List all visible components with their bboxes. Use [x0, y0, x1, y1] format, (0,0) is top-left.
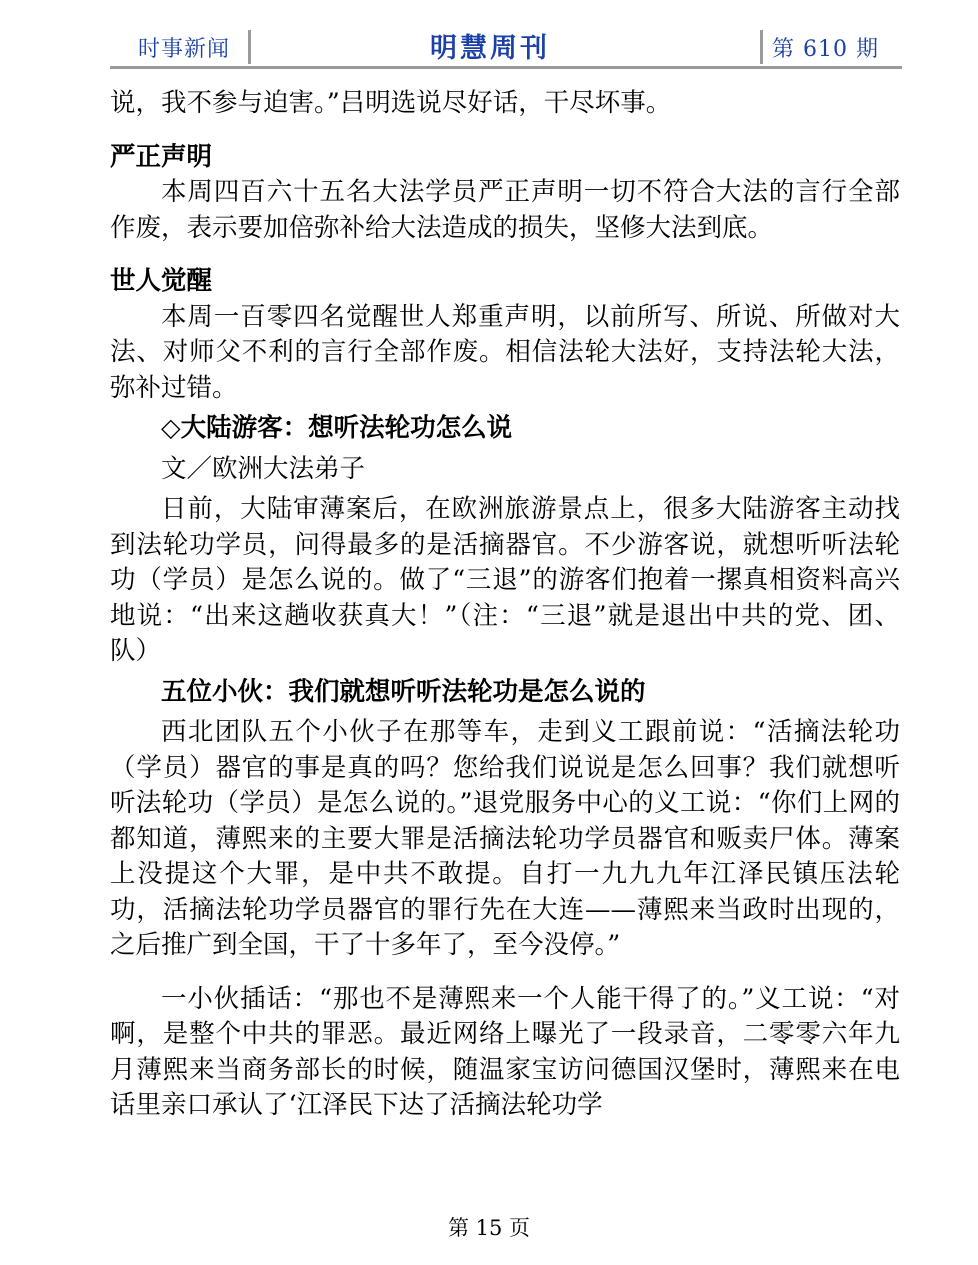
issue-number: 第 610 期: [772, 37, 879, 62]
header-divider: [760, 30, 763, 64]
article-title: ◇大陆游客：想听法轮功怎么说: [161, 413, 513, 443]
page-number: 第 15 页: [447, 1216, 531, 1240]
paragraph: 一小伙插话：“那也不是薄熙来一个人能干得了的。”义工说：“对啊，是整个中共的罪恶。最近网络上曝光了一段录音，二零零六年九月薄熙来当商务部长的时候，随温家宝访问德国汉堡时，薄熙来在电话里亲口承认了‘江泽民下达了活摘法轮功学: [110, 983, 900, 1120]
header-divider: [248, 30, 251, 64]
paragraph: 西北团队五个小伙子在那等车，走到义工跟前说：“活摘法轮功（学员）器官的事是真的吗？您给我们说说是怎么回事？我们就想听听法轮功（学员）是怎么说的。”退党服务中心的义工说：“你们上网的都知道，薄熙来的主要大罪是活摘法轮功学员器官和贩卖尸体。薄案上没提这个大罪，是中共不敢提。自打一九九九年江泽民镇压法轮功，活摘法轮功学员器官的罪行先在大连——薄熙来当政时出现的，之后推广到全国，干了十多年了，至今没停。”: [110, 717, 900, 960]
header-rule: [110, 66, 902, 69]
subsection-heading: 五位小伙：我们就想听听法轮功是怎么说的: [161, 676, 646, 707]
article-body: [110, 86, 900, 1124]
article-byline: 文／欧洲大法弟子: [161, 453, 366, 484]
page-header: [110, 28, 902, 68]
publication-title: 明慧周刊: [430, 33, 550, 64]
paragraph: 本周一百零四名觉醒世人郑重声明，以前所写、所说、所做对大法、对师父不利的言行全部作废。相信法轮大法好，支持法轮大法，弥补过错。: [110, 301, 900, 403]
section-heading: 世人觉醒: [110, 266, 213, 296]
section-heading: 严正声明: [110, 141, 213, 172]
paragraph: 日前，大陆审薄案后，在欧洲旅游景点上，很多大陆游客主动找到法轮功学员，问得最多的是活摘器官。不少游客说，就想听听法轮功（学员）是怎么说的。做了“三退”的游客们抱着一摞真相资料高兴地说：“出来这趟收获真大！”（注：“三退”就是退出中共的党、团、队）: [110, 494, 900, 666]
section-label: 时事新闻: [138, 37, 231, 62]
paragraph: 本周四百六十五名大法学员严正声明一切不符合大法的言行全部作废，表示要加倍弥补给大法造成的损失，坚修大法到底。: [110, 177, 900, 243]
paragraph: 说，我不参与迫害。”吕明选说尽好话，干尽坏事。: [110, 88, 672, 118]
